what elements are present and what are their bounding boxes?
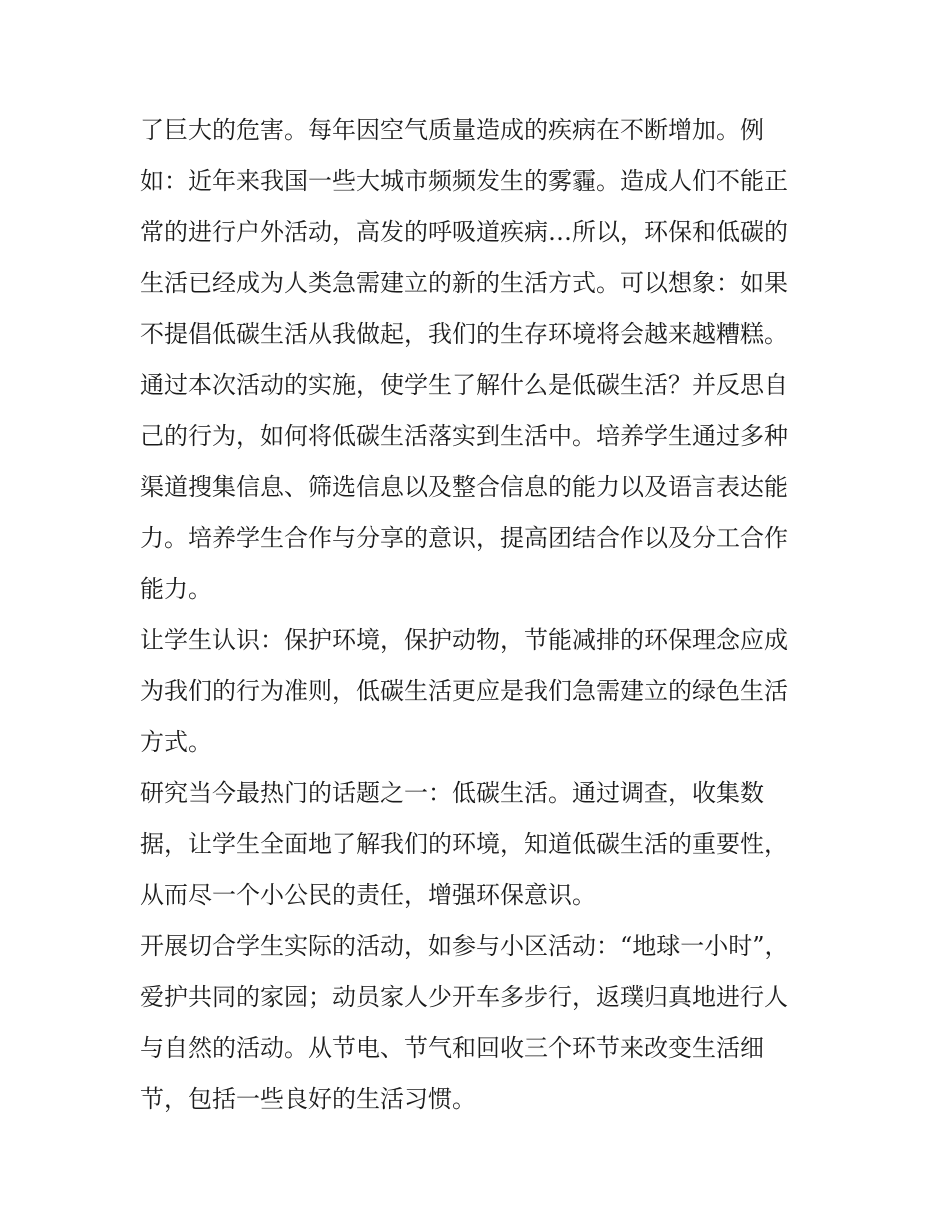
text-line: 爱护共同的家园；动员家人少开车多步行，返璞归真地进行人	[140, 983, 788, 1011]
text-line: 研究当今最热门的话题之一：低碳生活。通过调查，收集数	[140, 779, 764, 807]
text-line: 己的行为，如何将低碳生活落实到生活中。培养学生通过多种	[140, 422, 788, 450]
text-line: 生活已经成为人类急需建立的新的生活方式。可以想象：如果	[140, 269, 788, 297]
text-line: 如：近年来我国一些大城市频频发生的雾霾。造成人们不能正	[140, 167, 788, 195]
text-line: 不提倡低碳生活从我做起，我们的生存环境将会越来越糟糕。	[140, 320, 788, 348]
text-line: 力。培养学生合作与分享的意识，提高团结合作以及分工合作	[140, 524, 788, 552]
text-line: 渠道搜集信息、筛选信息以及整合信息的能力以及语言表达能	[140, 473, 788, 501]
text-line: 常的进行户外活动，高发的呼吸道疾病…所以，环保和低碳的	[140, 218, 788, 246]
text-line: 能力。	[140, 575, 212, 603]
text-line: 方式。	[140, 728, 212, 756]
text-line: 了巨大的危害。每年因空气质量造成的疾病在不断增加。例	[140, 116, 764, 144]
text-line: 为我们的行为准则，低碳生活更应是我们急需建立的绿色生活	[140, 677, 788, 705]
text-line: 让学生认识：保护环境，保护动物，节能减排的环保理念应成	[140, 626, 788, 654]
text-line: 从而尽一个小公民的责任，增强环保意识。	[140, 881, 596, 909]
text-line: 开展切合学生实际的活动，如参与小区活动：“地球一小时”，	[140, 932, 789, 960]
text-line: 通过本次活动的实施，使学生了解什么是低碳生活？并反思自	[140, 371, 788, 399]
text-line: 节，包括一些良好的生活习惯。	[140, 1085, 476, 1113]
text-line: 据，让学生全面地了解我们的环境，知道低碳生活的重要性，	[140, 830, 788, 858]
text-line: 与自然的活动。从节电、节气和回收三个环节来改变生活细	[140, 1034, 764, 1062]
document-body	[140, 105, 820, 1125]
